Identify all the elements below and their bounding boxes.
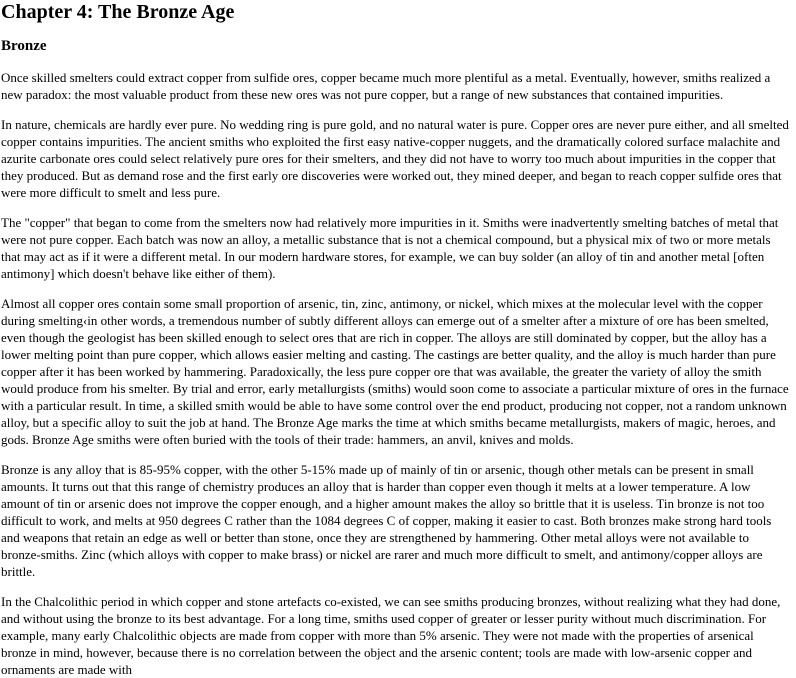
paragraph: Almost all copper ores contain some small proportion of arsenic, tin, zinc, antimony, or nickel, which mixes at the molecular level with the copper during smelting‹in other words, a tremendous number of subtly different alloys can emerge out of a smelter after a mixture of ore has been smelted, even though the geologist has been skilled enough to select ores that are rich in copper. The alloys are still dominated by copper, but the alloy has a lower melting point than pure copper, which allows easier melting and casting. The castings are better quality, and the alloy is much harder than pure copper after it has been worked by hammering. Paradoxically, the less pure copper ore that was available, the greater the variety of alloy the smith would produce from his smelter. By trial and error, early metallurgists (smiths) would soon come to associate a particular mixture of ores in the furnace with a particular result. In time, a skilled smith would be able to have some control over the end product, producing not copper, not a random unknown alloy, but a specific alloy to suit the job at hand. The Bronze Age marks the time at which smiths became metallurgists, makers of magic, heroes, and gods. Bronze Age smiths were often buried with the tools of their trade: hammers, an anvil, knives and molds.	[1, 296, 789, 447]
paragraph: The "copper" that began to come from the smelters now had relatively more impurities in it. Smiths were inadvertently smelting batches of metal that were not pure copper. Each batch was now an alloy, a metallic substance that is not a chemical compound, but a physical mix of two or more metals that may act as if it were a different metal. In our modern hardware stores, for example, we can buy solder (an alloy of tin and another metal [often antimony] which doesn't behave like either of them).	[1, 215, 779, 281]
chapter-title: Chapter 4: The Bronze Age	[1, 1, 235, 23]
paragraph: Once skilled smelters could extract copper from sulfide ores, copper became much more plentiful as a metal. Eventually, however, smiths realized a new paradox: the most valuable product from these new ores was not pure copper, but a range of new substances that contained impurities.	[1, 70, 771, 102]
document-page	[0, 1, 793, 678]
section-title: Bronze	[1, 38, 47, 54]
paragraph: In nature, chemicals are hardly ever pure. No wedding ring is pure gold, and no natural water is pure. Copper ores are never pure either, and all smelted copper contains impurities. The ancient smiths who exploited the first easy native-copper nuggets, and the dramatically colored surface malachite and azurite carbonate ores could select relatively pure ores for their smelters, and they did not have to worry too much about impurities in the copper that they produced. But as demand rose and the first early ore discoveries were worked out, they mined deeper, and began to reach copper sulfide ores that were more difficult to smelt and less pure.	[1, 117, 789, 200]
paragraph: Bronze is any alloy that is 85-95% copper, with the other 5-15% made up of mainly of tin or arsenic, though other metals can be present in small amounts. It turns out that this range of chemistry produces an alloy that is harder than copper even though it melts at a lower temperature. A low amount of tin or arsenic does not improve the copper enough, and a higher amount makes the alloy so brittle that it is useless. Tin bronze is not too difficult to work, and melts at 950 degrees C rather than the 1084 degrees C of copper, making it easier to cast. Both bronzes make strong hard tools and weapons that retain an edge as well or better than stone, once they are strengthened by hammering. Other metal alloys were not available to bronze-smiths. Zinc (which alloys with copper to make brass) or nickel are rarer and much more difficult to smelt, and antimony/copper alloys are brittle.	[1, 462, 772, 579]
paragraph: In the Chalcolithic period in which copper and stone artefacts co-existed, we can see smiths producing bronzes, without realizing what they had done, and without using the bronze to its best advantage. For a long time, smiths used copper of greater or lesser purity without much discrimination. For example, many early Chalcolithic objects are made from copper with more than 5% arsenic. They were not made with the properties of arsenical bronze in mind, however, because there is no correlation between the object and the arsenic content; tools are made with low-arsenic copper and ornaments are made with	[1, 594, 781, 677]
